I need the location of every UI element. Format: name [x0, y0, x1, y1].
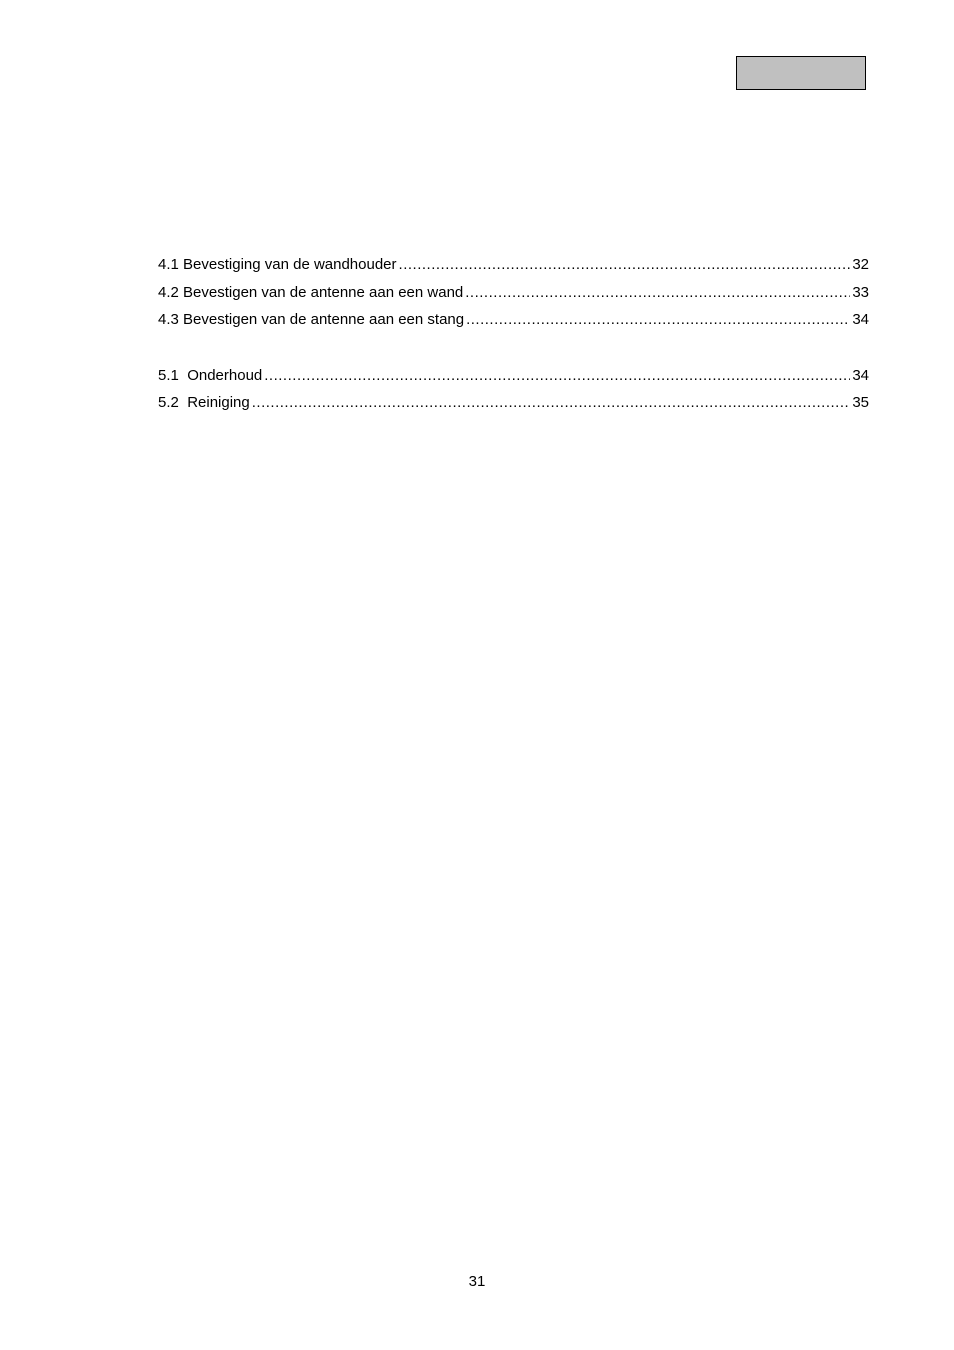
- toc-entry-title: Onderhoud: [187, 366, 263, 384]
- toc-entry-title: Bevestigen van de antenne aan een wand: [183, 283, 464, 301]
- page-number: 31: [468, 1273, 486, 1290]
- toc-entry-label: [158, 279, 463, 307]
- toc-entry[interactable]: [158, 279, 869, 307]
- toc-leader-dots: [252, 389, 851, 417]
- toc-entry-title: Bevestigen van de antenne aan een stang: [183, 311, 465, 328]
- toc-entry-page: 34: [852, 311, 869, 328]
- language-tab-box: [736, 56, 866, 90]
- toc-entry-page: 35: [852, 394, 869, 411]
- toc-leader-dots: [466, 306, 850, 334]
- toc-entry-label: [158, 389, 250, 417]
- toc-entry-page: 32: [852, 256, 869, 273]
- toc-leader-dots: [399, 251, 851, 279]
- toc-entry-label: [158, 306, 464, 334]
- toc-entry[interactable]: [158, 306, 869, 334]
- toc-entry-label: [158, 251, 397, 279]
- toc-entry-title: Reiniging: [187, 394, 250, 411]
- toc-leader-dots: [465, 279, 850, 307]
- toc-entry-number: 4.2: [158, 283, 179, 301]
- toc-leader-dots: [264, 362, 850, 390]
- table-of-contents: [158, 251, 869, 417]
- toc-group-chapter-4: [158, 251, 869, 334]
- toc-entry-label: [158, 362, 262, 390]
- toc-group-chapter-5: [158, 362, 869, 417]
- toc-entry[interactable]: [158, 389, 869, 417]
- toc-entry[interactable]: [158, 251, 869, 279]
- toc-entry-title: Bevestiging van de wandhouder: [183, 256, 397, 273]
- toc-entry-number: 4.3: [158, 311, 179, 328]
- toc-entry-number: 5.1: [158, 366, 179, 384]
- toc-entry-page: 34: [852, 366, 869, 384]
- toc-entry-page: 33: [852, 283, 869, 301]
- toc-entry-number: 4.1: [158, 256, 179, 273]
- toc-entry-number: 5.2: [158, 394, 179, 411]
- toc-entry[interactable]: [158, 362, 869, 390]
